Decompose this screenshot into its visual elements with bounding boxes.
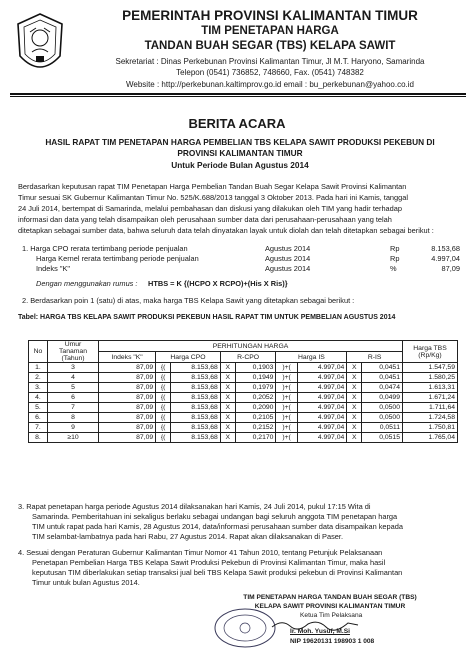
row-indeks-k: 87,09 — [99, 423, 156, 433]
row-plus: )+( — [276, 373, 297, 383]
row-harga-tbs: 1.724,58 — [403, 413, 458, 423]
row-r-cpo: 0,2152 — [235, 423, 276, 433]
row-plus: )+( — [276, 423, 297, 433]
row-times: X — [347, 413, 362, 423]
row-umur: 3 — [48, 363, 99, 373]
row-brace: {( — [156, 423, 171, 433]
section-4-line-3: keputusan TIM diberlakukan setiap transaksi jual beli TBS Kelapa Sawit produksi pekebun di Provinsi Kalimantan — [32, 568, 403, 577]
intro-line-3: 24 Juli 2014, bertempat di Samarinda, melalui pembahasan dan diskusi yang dilakukan oleh TIM yang hadir terhadap — [18, 204, 403, 213]
row-brace: {( — [156, 373, 171, 383]
col-header-perhitungan: PERHITUNGAN HARGA — [99, 341, 403, 352]
header-divider-thick — [10, 93, 466, 95]
row-no: 7. — [29, 423, 48, 433]
row-harga-cpo: 8.153,68 — [171, 413, 221, 423]
intro-line-2: Timur sesuai SK Gubernur Kalimantan Timur No. 525/K.688/2013 tanggal 3 Oktober 2013. Pada hari ini Kamis, tanggal — [18, 193, 409, 202]
intro-line-5: ditetapkan sebagai sumber data, bahwa seluruh data telah dinyatakan layak untuk diolah dan telah ditetapkan sebagai berikut : — [18, 226, 434, 235]
row-harga-tbs: 1.671,24 — [403, 393, 458, 403]
section-3-line-2: Samarinda. Pemberitahuan ini sekaligus berlaku sebagai undangan bagi seluruh anggota TIM penetapan harga — [32, 512, 398, 521]
row-brace: {( — [156, 413, 171, 423]
signatory-name: Ir. Moh. Yusuf, M.Si — [290, 628, 350, 635]
col-header-indeks-k: Indeks "K" — [99, 352, 156, 363]
section-3-line-1: 3. Rapat penetapan harga periode Agustus 2014 dilaksanakan hari Kamis, 24 Juli 2014, pukul 17:15 Wita di — [18, 502, 371, 511]
row-no: 6. — [29, 413, 48, 423]
official-stamp-icon — [214, 608, 276, 648]
row-r-cpo: 0,2090 — [235, 403, 276, 413]
row-r-is: 0,0451 — [362, 373, 403, 383]
row-no: 4. — [29, 393, 48, 403]
row-harga-is: 4.997,04 — [297, 413, 347, 423]
table-row — [29, 363, 458, 373]
table-row — [29, 383, 458, 393]
row-harga-tbs: 1.711,64 — [403, 403, 458, 413]
section-4-line-1: 4. Sesuai dengan Peraturan Gubernur Kalimantan Timur Nomor 41 Tahun 2010, tentang Petunjuk Pelaksanaan — [18, 548, 383, 557]
col-header-no: No — [29, 341, 48, 363]
item-cpo-period: Agustus 2014 — [265, 244, 311, 253]
row-r-is: 0,0511 — [362, 423, 403, 433]
item-kernel-value: 4.997,04 — [431, 254, 460, 263]
row-harga-cpo: 8.153,68 — [171, 383, 221, 393]
row-times: X — [220, 433, 235, 443]
item-index-unit: % — [390, 264, 397, 273]
row-plus: )+( — [276, 433, 297, 443]
row-umur: 8 — [48, 413, 99, 423]
row-harga-tbs: 1.765,04 — [403, 433, 458, 443]
header-government-name: PEMERINTAH PROVINSI KALIMANTAN TIMUR — [122, 8, 418, 23]
row-harga-cpo: 8.153,68 — [171, 423, 221, 433]
document-subtitle-1: HASIL RAPAT TIM PENETAPAN HARGA PEMBELIAN TBS KELAPA SAWIT PRODUKSI PEKEBUN DI — [45, 137, 435, 147]
row-brace: {( — [156, 363, 171, 373]
row-no: 3. — [29, 383, 48, 393]
row-harga-tbs: 1.547,59 — [403, 363, 458, 373]
col-header-umur: Umur Tanaman (Tahun) — [48, 341, 99, 363]
tbs-price-table — [28, 340, 458, 443]
item-kernel-currency: Rp — [390, 254, 400, 263]
row-harga-cpo: 8.153,68 — [171, 403, 221, 413]
formula-text: HTBS = K {(HCPO X RCPO)+(His X Ris)} — [148, 279, 288, 288]
row-plus: )+( — [276, 403, 297, 413]
document-title: BERITA ACARA — [188, 116, 286, 131]
intro-line-4: informasi dan data yang telah disampaikan oleh perusahaan sumber data dari perusahaan-perusahaan yang telah — [18, 215, 392, 224]
signature-role: Ketua Tim Pelaksana — [300, 612, 363, 619]
item-kernel-label: Harga Kernel rerata tertimbang periode penjualan — [36, 254, 199, 263]
row-brace: {( — [156, 433, 171, 443]
row-times: X — [347, 373, 362, 383]
col-header-harga-tbs: Harga TBS (Rp/Kg) — [403, 341, 458, 363]
header-phone: Telepon (0541) 736852, 748660, Fax. (0541) 748382 — [176, 68, 364, 77]
row-brace: {( — [156, 403, 171, 413]
row-times: X — [220, 363, 235, 373]
row-indeks-k: 87,09 — [99, 393, 156, 403]
row-no: 5. — [29, 403, 48, 413]
row-plus: )+( — [276, 383, 297, 393]
document-subtitle-2: PROVINSI KALIMANTAN TIMUR — [177, 148, 303, 158]
item-cpo-currency: Rp — [390, 244, 400, 253]
row-r-is: 0,0500 — [362, 403, 403, 413]
row-brace: {( — [156, 383, 171, 393]
row-r-cpo: 0,2170 — [235, 433, 276, 443]
table-row — [29, 433, 458, 443]
row-no: 8. — [29, 433, 48, 443]
table-caption: Tabel: HARGA TBS KELAPA SAWIT PRODUKSI PEKEBUN HASIL RAPAT TIM UNTUK PEMBELIAN AGUSTUS 2014 — [18, 314, 396, 321]
table-row — [29, 373, 458, 383]
header-team-name: TIM PENETAPAN HARGA — [201, 25, 339, 37]
intro-line-1: Berdasarkan keputusan rapat TIM Penetapan Harga Pembelian Tandan Buah Segar Kelapa Sawit Provinsi Kalimantan — [18, 182, 407, 191]
row-times: X — [220, 373, 235, 383]
row-umur: ≥10 — [48, 433, 99, 443]
row-harga-is: 4.997,04 — [297, 433, 347, 443]
row-harga-cpo: 8.153,68 — [171, 373, 221, 383]
document-period: Untuk Periode Bulan Agustus 2014 — [171, 160, 309, 170]
row-harga-is: 4.997,04 — [297, 393, 347, 403]
row-indeks-k: 87,09 — [99, 373, 156, 383]
row-r-cpo: 0,1949 — [235, 373, 276, 383]
col-header-harga-is: Harga IS — [276, 352, 347, 363]
row-r-cpo: 0,1903 — [235, 363, 276, 373]
row-r-is: 0,0474 — [362, 383, 403, 393]
table-row — [29, 423, 458, 433]
tbs-table-body — [29, 363, 458, 443]
row-brace: {( — [156, 393, 171, 403]
row-indeks-k: 87,09 — [99, 403, 156, 413]
signature-org-line-1: TIM PENETAPAN HARGA TANDAN BUAH SEGAR (TBS) — [243, 594, 417, 601]
row-umur: 7 — [48, 403, 99, 413]
section-4-line-2: Penetapan Pembelian Harga TBS Kelapa Sawit Produksi Pekebun di Provinsi Kalimantan Timur, maka hasil — [32, 558, 386, 567]
signature-org-line-2: KELAPA SAWIT PROVINSI KALIMANTAN TIMUR — [254, 603, 406, 610]
row-indeks-k: 87,09 — [99, 433, 156, 443]
row-no: 1. — [29, 363, 48, 373]
row-times: X — [347, 363, 362, 373]
row-r-is: 0,0499 — [362, 393, 403, 403]
row-times: X — [220, 403, 235, 413]
row-plus: )+( — [276, 363, 297, 373]
row-indeks-k: 87,09 — [99, 413, 156, 423]
col-header-r-is: R-IS — [347, 352, 403, 363]
section-4-line-4: Timur untuk bulan Agustus 2014. — [32, 578, 140, 587]
row-harga-is: 4.997,04 — [297, 373, 347, 383]
row-times: X — [347, 383, 362, 393]
row-harga-cpo: 8.153,68 — [171, 433, 221, 443]
row-times: X — [347, 403, 362, 413]
header-divider-thin — [10, 96, 466, 97]
table-row — [29, 413, 458, 423]
row-indeks-k: 87,09 — [99, 363, 156, 373]
row-r-is: 0,0515 — [362, 433, 403, 443]
row-r-cpo: 0,1979 — [235, 383, 276, 393]
row-harga-is: 4.997,04 — [297, 423, 347, 433]
row-harga-tbs: 1.750,81 — [403, 423, 458, 433]
point-2-text: 2. Berdasarkan poin 1 (satu) di atas, maka harga TBS Kelapa Sawit yang ditetapkan sebagai berikut : — [22, 296, 355, 305]
row-plus: )+( — [276, 393, 297, 403]
row-r-is: 0,0500 — [362, 413, 403, 423]
row-harga-tbs: 1.580,25 — [403, 373, 458, 383]
item-cpo-label: 1. Harga CPO rerata tertimbang periode penjualan — [22, 244, 188, 253]
row-harga-cpo: 8.153,68 — [171, 363, 221, 373]
row-times: X — [220, 383, 235, 393]
signatory-nip: NIP 19620131 198903 1 008 — [290, 638, 375, 645]
section-3-line-4: TIM selambat-lambatnya pada hari Rabu, 27 Agustus 2014. Rapat akan dilaksanakan di Paser. — [32, 532, 344, 541]
table-row — [29, 403, 458, 413]
section-3-line-3: TIM untuk rapat pada hari Kamis, 28 Agustus 2014, data/informasi perusahaan sumber data disampaikan kepada — [32, 522, 403, 531]
row-umur: 5 — [48, 383, 99, 393]
row-harga-is: 4.997,04 — [297, 403, 347, 413]
row-umur: 4 — [48, 373, 99, 383]
header-team-subject: TANDAN BUAH SEGAR (TBS) KELAPA SAWIT — [144, 40, 396, 52]
row-harga-is: 4.997,04 — [297, 383, 347, 393]
header-secretariat: Sekretariat : Dinas Perkebunan Provinsi Kalimantan Timur, Jl M.T. Haryono, Samarinda — [115, 57, 425, 66]
row-harga-is: 4.997,04 — [297, 363, 347, 373]
formula-label: Dengan menggunakan rumus : — [36, 279, 138, 288]
header-website: Website : http://perkebunan.kaltimprov.go.id email : bu_perkebunan@yahoo.co.id — [126, 80, 414, 89]
row-umur: 9 — [48, 423, 99, 433]
row-no: 2. — [29, 373, 48, 383]
row-r-cpo: 0,2052 — [235, 393, 276, 403]
row-harga-tbs: 1.613,31 — [403, 383, 458, 393]
row-times: X — [220, 393, 235, 403]
row-times: X — [220, 413, 235, 423]
col-header-harga-cpo: Harga CPO — [156, 352, 221, 363]
item-index-value: 87,09 — [441, 264, 460, 273]
provincial-seal-icon — [14, 12, 66, 80]
row-times: X — [220, 423, 235, 433]
row-umur: 6 — [48, 393, 99, 403]
row-r-is: 0,0451 — [362, 363, 403, 373]
row-times: X — [347, 423, 362, 433]
row-times: X — [347, 393, 362, 403]
row-indeks-k: 87,09 — [99, 383, 156, 393]
row-harga-cpo: 8.153,68 — [171, 393, 221, 403]
row-times: X — [347, 433, 362, 443]
row-r-cpo: 0,2105 — [235, 413, 276, 423]
row-plus: )+( — [276, 413, 297, 423]
col-header-r-cpo: R-CPO — [220, 352, 276, 363]
item-cpo-value: 8.153,68 — [431, 244, 460, 253]
item-index-label: Indeks "K" — [36, 264, 71, 273]
item-index-period: Agustus 2014 — [265, 264, 311, 273]
item-kernel-period: Agustus 2014 — [265, 254, 311, 263]
table-row — [29, 393, 458, 403]
